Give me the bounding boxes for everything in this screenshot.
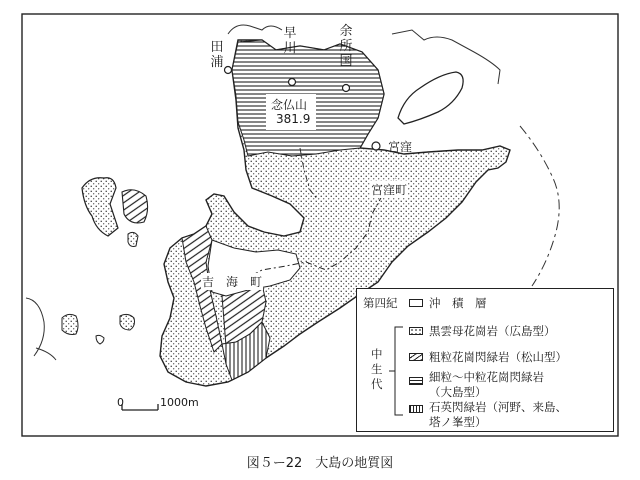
legend-swatch-kawano-type [409, 405, 423, 413]
island-west-4 [62, 314, 78, 334]
figure-caption: 図５ー22 大島の地質図 [246, 456, 394, 471]
settlement-taura [225, 67, 232, 74]
island-west-3 [128, 232, 138, 246]
legend-unit4-line2: 塔ノ峯型） [429, 415, 487, 429]
legend-swatch-matsuyama-type [409, 353, 423, 361]
legend-alluvium: 沖 積 層 [429, 296, 487, 310]
label-miyakubo-cho: 宮窪町 [371, 183, 408, 197]
coastline-west [26, 298, 44, 356]
label-miyakubo: 宮窪 [388, 140, 413, 154]
legend-unit1: 黒雲母花崗岩（広島型） [429, 324, 556, 338]
label-taura: 田浦 [210, 40, 224, 70]
island-west-5 [120, 314, 135, 330]
island-northeast [398, 72, 463, 124]
scale-end: 1000m [160, 396, 199, 409]
label-yosokuni: 余所国 [339, 24, 353, 69]
coastline-southwest [36, 348, 56, 360]
label-nembutsuyama: 念仏山 [271, 98, 308, 112]
legend-quaternary-era: 第四紀 [363, 296, 398, 310]
legend-swatch-alluvium [409, 299, 423, 307]
island-west-2 [122, 190, 148, 223]
legend-unit3-line2: （大島型） [429, 385, 487, 399]
label-yoshiumi-cho: 吉 海 町 [202, 275, 263, 289]
island-west-1 [82, 178, 118, 236]
island-west-6 [96, 335, 104, 344]
legend-mesozoic-era: 中生代 [371, 347, 383, 391]
legend-unit3-line1: 細粒～中粒花崗閃緑岩 [429, 370, 544, 384]
coastline-east [520, 126, 559, 286]
label-hayakawa: 早川 [283, 26, 297, 56]
legend-swatch-oshima-type [409, 377, 423, 385]
coastline-north [228, 25, 282, 34]
legend-unit4-line1: 石英閃緑岩（河野、来島、 [429, 400, 567, 414]
legend-unit2: 粗粒花崗閃緑岩（松山型） [429, 350, 567, 364]
legend-bracket [387, 319, 407, 429]
settlement-hayakawa [289, 79, 296, 86]
label-elevation: 381.9 [276, 112, 311, 126]
legend [356, 288, 614, 432]
scale-bar [122, 404, 158, 410]
islet-miyakubo [372, 142, 380, 150]
settlement-yosokuni [343, 85, 350, 92]
legend-swatch-hiroshima-type [409, 327, 423, 335]
scale-start: 0 [117, 396, 124, 409]
